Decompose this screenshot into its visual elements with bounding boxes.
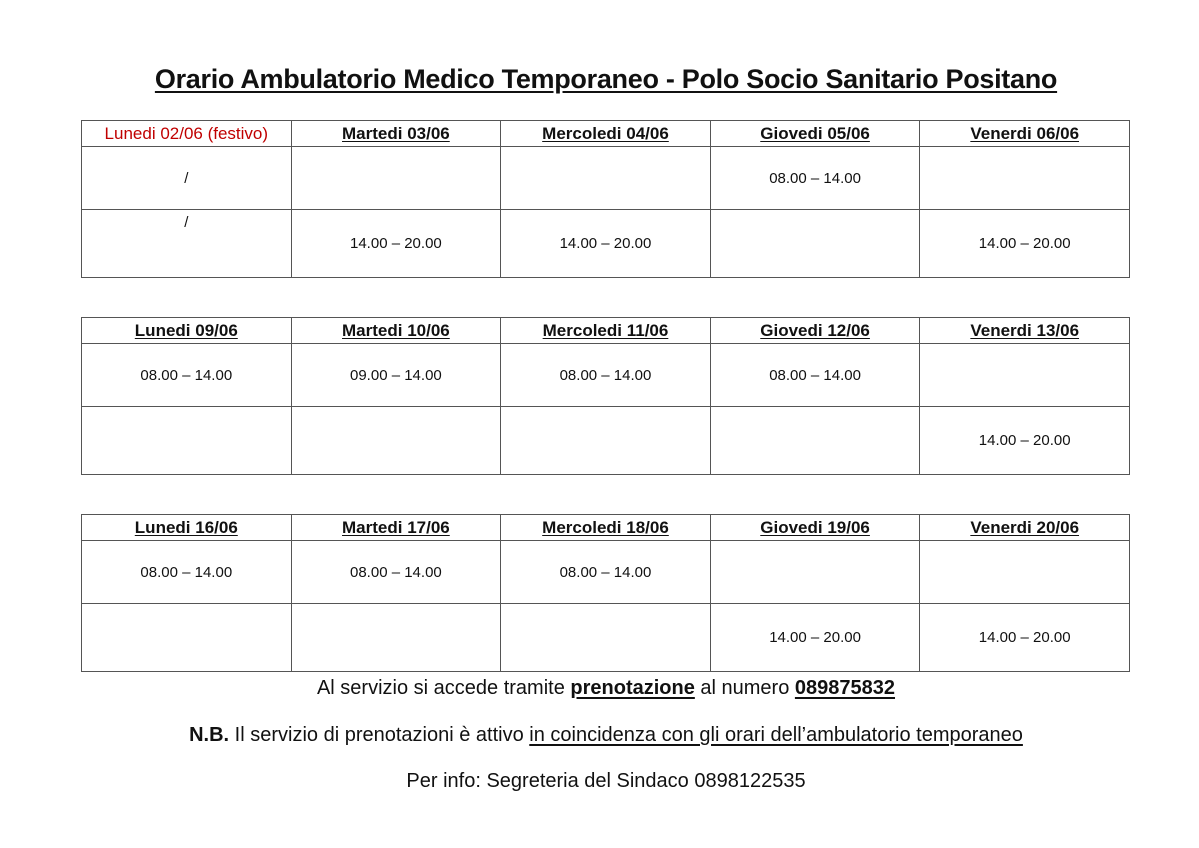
morning-cell-friday — [920, 344, 1130, 407]
schedule-table-week-3 — [81, 514, 1130, 672]
afternoon-cell-tuesday — [291, 407, 501, 475]
morning-cell-wednesday — [501, 147, 711, 210]
booking-prefix: Al servizio si accede tramite — [316, 677, 571, 699]
day-header-thursday: Giovedi 05/06 — [710, 121, 920, 147]
schedule-table-week-1 — [81, 120, 1130, 278]
afternoon-row — [82, 604, 1130, 672]
morning-row — [82, 541, 1130, 604]
booking-keyword: prenotazione — [570, 677, 695, 699]
day-header-friday: Venerdi 20/06 — [920, 515, 1130, 541]
day-header-monday: Lunedi 16/06 — [82, 515, 292, 541]
afternoon-cell-friday: 14.00 – 20.00 — [920, 210, 1130, 278]
table-header-row — [82, 121, 1130, 147]
schedule-table-week-2 — [81, 317, 1130, 475]
note-label: N.B. — [189, 724, 230, 746]
afternoon-cell-friday: 14.00 – 20.00 — [920, 604, 1130, 672]
note-text: Il servizio di prenotazioni è attivo — [229, 724, 530, 746]
afternoon-cell-monday — [82, 604, 292, 672]
afternoon-cell-wednesday: 14.00 – 20.00 — [501, 210, 711, 278]
day-header-wednesday: Mercoledi 18/06 — [501, 515, 711, 541]
morning-cell-monday: / — [82, 147, 292, 210]
afternoon-row — [82, 210, 1130, 278]
afternoon-cell-tuesday: 14.00 – 20.00 — [291, 210, 501, 278]
info-line: Per info: Segreteria del Sindaco 0898122535 — [406, 770, 806, 792]
afternoon-cell-wednesday — [501, 604, 711, 672]
morning-row — [82, 344, 1130, 407]
morning-cell-wednesday: 08.00 – 14.00 — [501, 541, 711, 604]
morning-cell-monday: 08.00 – 14.00 — [82, 541, 292, 604]
afternoon-cell-thursday — [710, 210, 920, 278]
day-header-friday: Venerdi 13/06 — [920, 318, 1130, 344]
afternoon-cell-thursday: 14.00 – 20.00 — [710, 604, 920, 672]
afternoon-row — [82, 407, 1130, 475]
day-header-thursday: Giovedi 19/06 — [710, 515, 920, 541]
day-header-wednesday: Mercoledi 04/06 — [501, 121, 711, 147]
morning-row — [82, 147, 1130, 210]
day-header-tuesday: Martedi 17/06 — [291, 515, 501, 541]
morning-cell-friday — [920, 541, 1130, 604]
afternoon-cell-thursday — [710, 407, 920, 475]
afternoon-cell-monday: / — [82, 210, 292, 278]
booking-middle: al numero — [694, 677, 795, 699]
table-header-row — [82, 515, 1130, 541]
day-header-tuesday: Martedi 10/06 — [291, 318, 501, 344]
afternoon-cell-wednesday — [501, 407, 711, 475]
booking-line — [0, 677, 1199, 700]
note-line — [0, 724, 1199, 747]
morning-cell-wednesday: 08.00 – 14.00 — [501, 344, 711, 407]
afternoon-cell-tuesday — [291, 604, 501, 672]
day-header-monday: Lunedi 09/06 — [82, 318, 292, 344]
morning-cell-thursday: 08.00 – 14.00 — [710, 344, 920, 407]
day-header-tuesday: Martedi 03/06 — [291, 121, 501, 147]
booking-phone: 089875832 — [794, 677, 896, 699]
morning-cell-monday: 08.00 – 14.00 — [82, 344, 292, 407]
morning-cell-tuesday: 09.00 – 14.00 — [291, 344, 501, 407]
morning-cell-tuesday: 08.00 – 14.00 — [291, 541, 501, 604]
table-header-row — [82, 318, 1130, 344]
morning-cell-thursday: 08.00 – 14.00 — [710, 147, 920, 210]
morning-cell-tuesday — [291, 147, 501, 210]
day-header-monday: Lunedi 02/06 (festivo) — [82, 121, 292, 147]
morning-cell-thursday — [710, 541, 920, 604]
day-header-friday: Venerdi 06/06 — [920, 121, 1130, 147]
day-header-wednesday: Mercoledi 11/06 — [501, 318, 711, 344]
afternoon-cell-monday — [82, 407, 292, 475]
page-title: Orario Ambulatorio Medico Temporaneo - Polo Socio Sanitario Positano — [154, 64, 1058, 94]
afternoon-cell-friday: 14.00 – 20.00 — [920, 407, 1130, 475]
note-underlined: in coincidenza con gli orari dell’ambulatorio temporaneo — [529, 724, 1023, 746]
day-header-thursday: Giovedi 12/06 — [710, 318, 920, 344]
morning-cell-friday — [920, 147, 1130, 210]
